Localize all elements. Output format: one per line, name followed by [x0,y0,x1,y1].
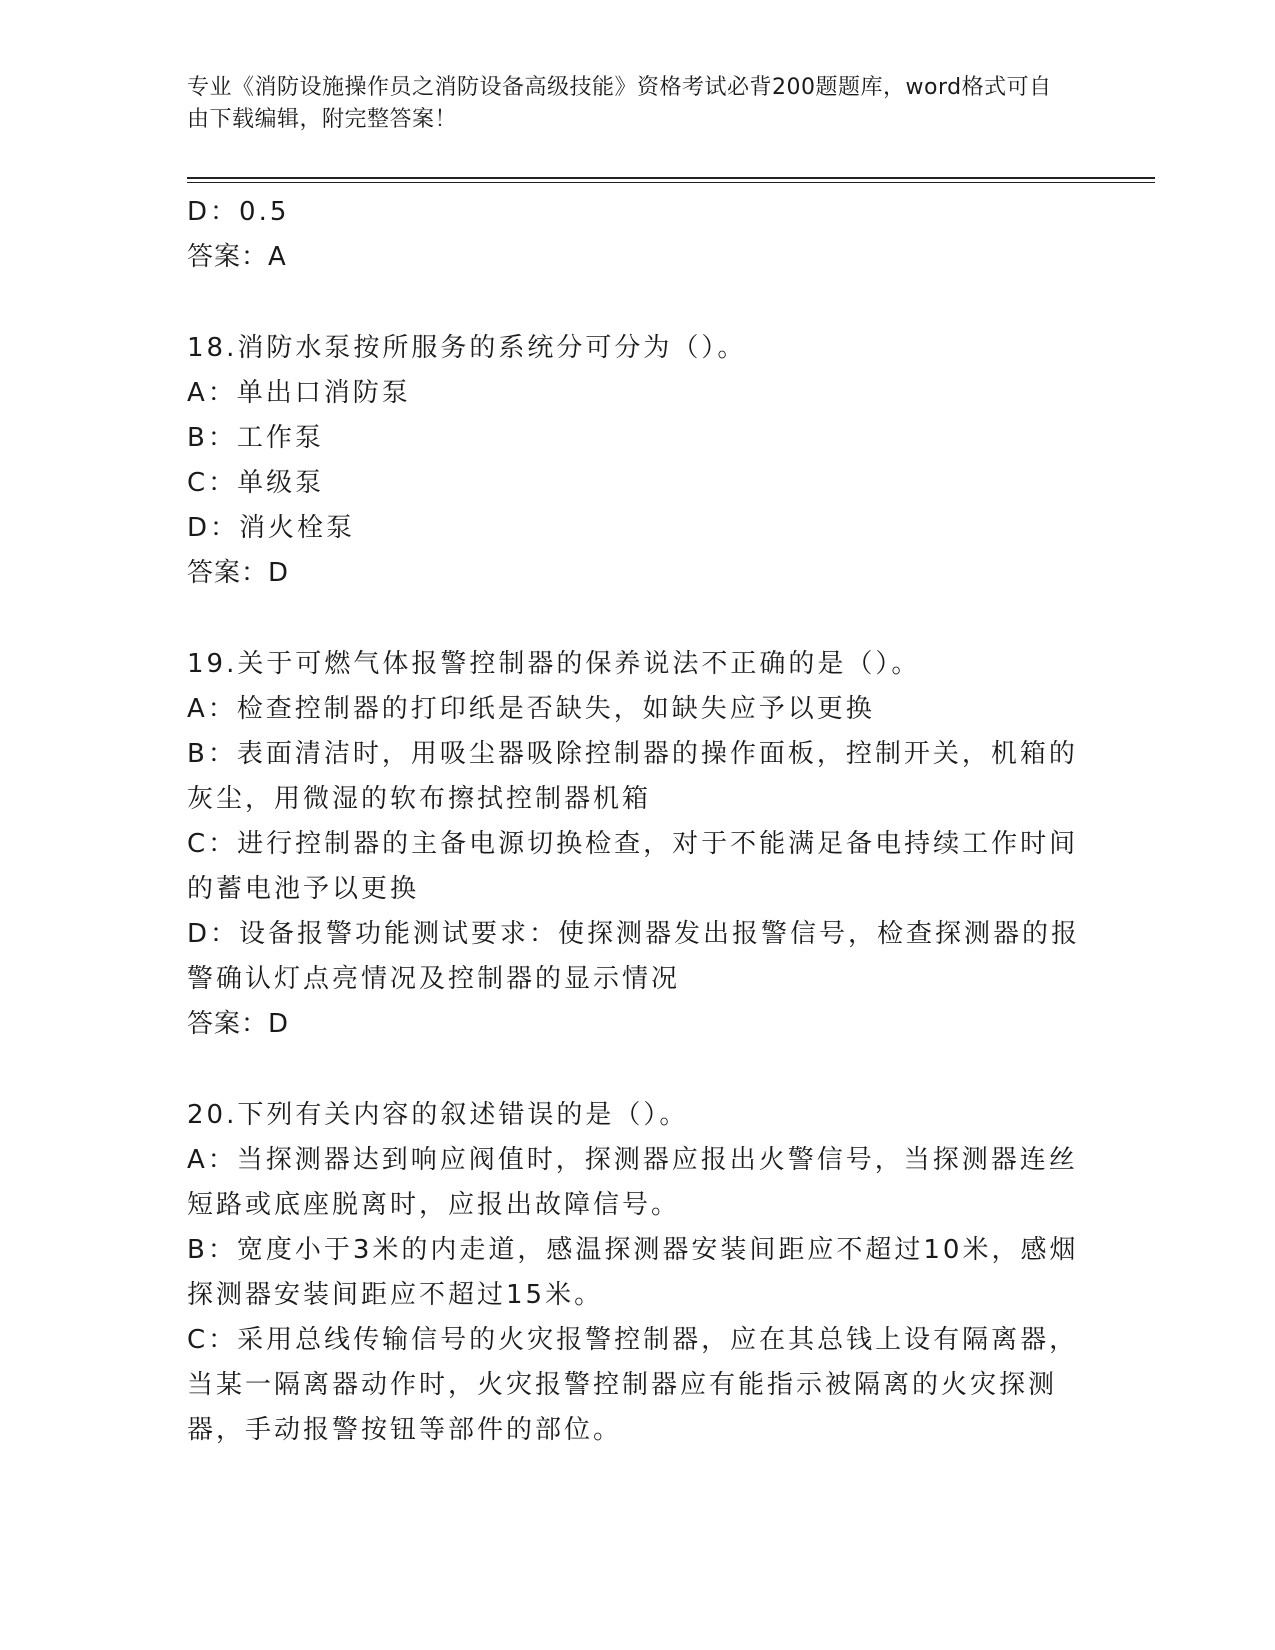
header-rule-thin [187,182,1155,183]
header-text: 专业《消防设施操作员之消防设备高级技能》资格考试必背200题题库，word格式可自由下载编辑，附完整答案！ [187,75,1052,132]
option-c: C：单级泵 [187,468,325,498]
question-stem: 19.关于可燃气体报警控制器的保养说法不正确的是（）。 [187,649,921,679]
question-20 [187,1093,1087,1453]
option-d: D：设备报警功能测试要求：使探测器发出报警信号，检查探测器的报警确认灯点亮情况及控制器的显示情况 [187,919,1081,994]
answer: 答案：D [187,1009,290,1039]
prev-option-d: D：0.5 [187,197,290,227]
option-b: B：工作泵 [187,423,324,453]
option-c: C：采用总线传输信号的火灾报警控制器，应在其总钱上设有隔离器，当某一隔离器动作时，火灾报警控制器应有能指示被隔离的火灾探测器，手动报警按钮等部件的部位。 [187,1325,1079,1445]
question-stem: 18.消防水泵按所服务的系统分可分为（）。 [187,333,747,363]
question-19 [187,642,1087,1047]
option-a: A：当探测器达到响应阀值时，探测器应报出火警信号，当探测器连丝短路或底座脱离时，应报出故障信号。 [187,1145,1078,1220]
option-b: B：宽度小于3米的内走道，感温探测器安装间距应不超过10米，感烟探测器安装间距应不超过15米。 [187,1235,1079,1310]
question-18 [187,326,1087,596]
document-header [187,72,1067,136]
prev-answer: 答案：A [187,242,287,272]
option-a: A：单出口消防泵 [187,378,411,408]
document-body [187,190,1087,1453]
spacer [187,1047,1087,1093]
option-b: B：表面清洁时，用吸尘器吸除控制器的操作面板，控制开关，机箱的灰尘，用微湿的软布擦拭控制器机箱 [187,739,1078,814]
question-stem: 20.下列有关内容的叙述错误的是（）。 [187,1100,689,1130]
header-rule-thick [187,177,1155,179]
answer: 答案：D [187,558,290,588]
option-d: D：消火栓泵 [187,513,356,543]
spacer [187,596,1087,642]
spacer [187,280,1087,326]
option-a: A：检查控制器的打印纸是否缺失，如缺失应予以更换 [187,694,875,724]
option-c: C：进行控制器的主备电源切换检查，对于不能满足备电持续工作时间的蓄电池予以更换 [187,829,1079,904]
